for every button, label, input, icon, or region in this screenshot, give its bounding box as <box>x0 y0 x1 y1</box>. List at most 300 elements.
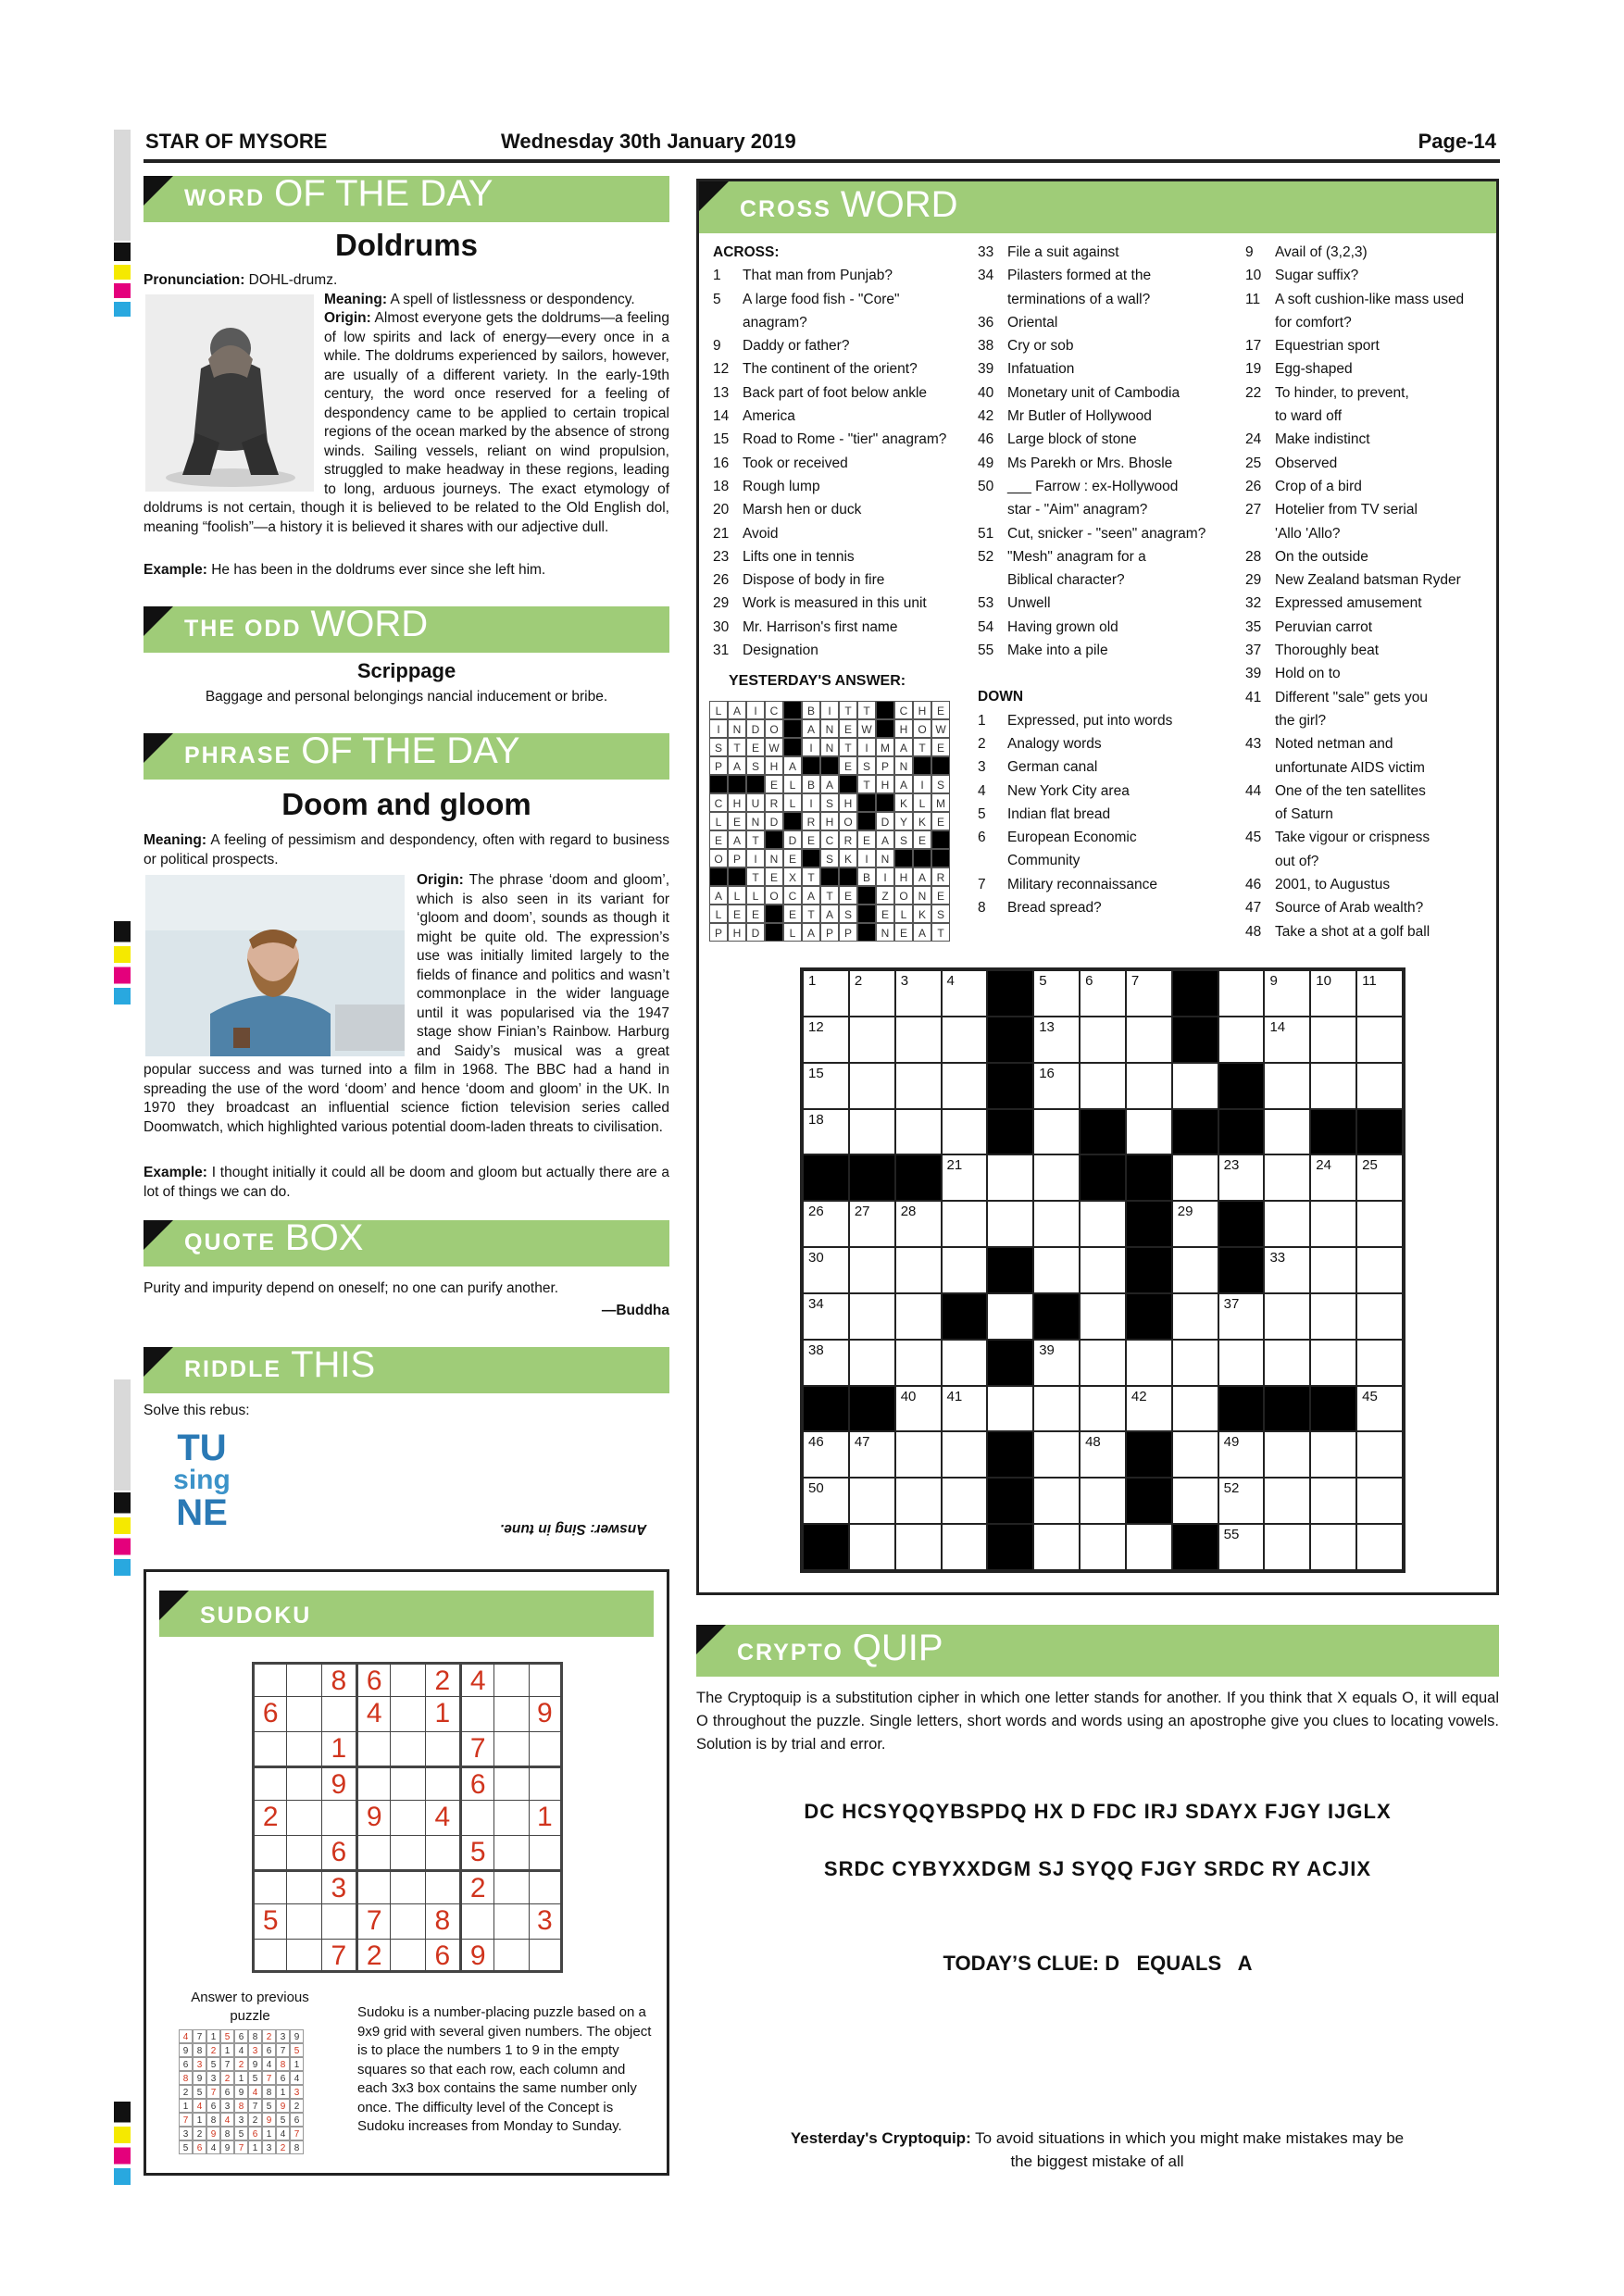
grid-cell[interactable]: 34 <box>803 1293 849 1340</box>
sudoku-cell[interactable] <box>321 1696 356 1730</box>
grid-cell[interactable] <box>1310 1063 1356 1109</box>
grid-cell[interactable] <box>1356 1431 1403 1478</box>
grid-cell[interactable] <box>849 1340 895 1386</box>
sudoku-cell[interactable] <box>390 1835 424 1869</box>
grid-cell[interactable]: 11 <box>1356 970 1403 1017</box>
issue-date: Wednesday 30th January 2019 <box>501 130 796 153</box>
grid-cell[interactable] <box>849 1109 895 1155</box>
grid-cell[interactable]: 1 <box>803 970 849 1017</box>
sudoku-cell[interactable] <box>493 1731 528 1766</box>
grid-cell[interactable] <box>1033 1478 1080 1524</box>
sudoku-cell[interactable] <box>286 1869 320 1903</box>
grid-cell[interactable]: 6 <box>1080 970 1126 1017</box>
grid-cell[interactable]: 3 <box>895 970 942 1017</box>
sudoku-cell[interactable] <box>321 1903 356 1938</box>
sudoku-cell[interactable] <box>390 1662 424 1696</box>
grid-cell[interactable]: 41 <box>942 1386 988 1432</box>
grid-cell[interactable] <box>1172 1340 1218 1386</box>
grid-cell[interactable] <box>1264 1431 1310 1478</box>
sudoku-cell[interactable]: 4 <box>425 1800 459 1834</box>
grid-cell[interactable] <box>942 1524 988 1570</box>
sudoku-cell[interactable]: 3 <box>321 1869 356 1903</box>
clue-item: 5 A large food fish - "Core" <box>713 291 900 307</box>
grid-cell[interactable] <box>1264 1293 1310 1340</box>
sudoku-cell[interactable] <box>493 1939 528 1973</box>
grid-cell[interactable] <box>1264 1201 1310 1247</box>
sudoku-cell[interactable]: 4 <box>459 1662 493 1696</box>
grid-cell[interactable] <box>1172 1063 1218 1109</box>
grid-cell[interactable] <box>1080 1478 1126 1524</box>
grid-cell[interactable] <box>1356 1478 1403 1524</box>
sudoku-cell[interactable] <box>286 1835 320 1869</box>
sudoku-cell[interactable] <box>390 1869 424 1903</box>
grid-cell[interactable]: 23 <box>1218 1154 1265 1201</box>
grid-cell[interactable]: 7 <box>1126 970 1172 1017</box>
grid-cell[interactable] <box>1033 1201 1080 1247</box>
grid-cell[interactable] <box>1356 1063 1403 1109</box>
answer-cell: E <box>728 812 746 830</box>
answer-cell: I <box>820 701 839 719</box>
grid-block <box>987 1431 1033 1478</box>
sudoku-cell[interactable]: 3 <box>529 1903 563 1938</box>
prev-sudoku-cell: 7 <box>220 2057 234 2071</box>
answer-cell <box>913 849 931 867</box>
grid-cell[interactable] <box>1310 1247 1356 1293</box>
sudoku-cell[interactable] <box>529 1869 563 1903</box>
grid-block <box>1356 1109 1403 1155</box>
grid-cell[interactable] <box>1033 1247 1080 1293</box>
sudoku-cell[interactable] <box>356 1731 390 1766</box>
grid-cell[interactable] <box>895 1340 942 1386</box>
grid-cell[interactable]: 39 <box>1033 1340 1080 1386</box>
sudoku-cell[interactable]: 7 <box>459 1731 493 1766</box>
sudoku-cell[interactable] <box>390 1766 424 1800</box>
grid-cell[interactable] <box>895 1524 942 1570</box>
grid-cell[interactable]: 27 <box>849 1201 895 1247</box>
answer-cell: A <box>709 886 728 905</box>
grid-cell[interactable] <box>987 1154 1033 1201</box>
grid-cell[interactable]: 38 <box>803 1340 849 1386</box>
grid-cell[interactable]: 48 <box>1080 1431 1126 1478</box>
prev-sudoku-cell: 3 <box>193 2057 206 2071</box>
grid-cell[interactable] <box>1126 1109 1172 1155</box>
sudoku-cell[interactable] <box>286 1939 320 1973</box>
grid-block <box>895 1154 942 1201</box>
grid-cell[interactable]: 12 <box>803 1017 849 1063</box>
grid-cell[interactable] <box>942 1201 988 1247</box>
sudoku-cell[interactable] <box>286 1731 320 1766</box>
answer-cell: U <box>746 793 765 812</box>
grid-cell[interactable] <box>849 1293 895 1340</box>
odd-word-meaning: Baggage and personal belongings nancial inducement or bribe. <box>205 689 608 705</box>
grid-cell[interactable] <box>1264 1109 1310 1155</box>
grid-cell[interactable]: 28 <box>895 1201 942 1247</box>
grid-cell[interactable]: 25 <box>1356 1154 1403 1201</box>
grid-cell[interactable] <box>1080 1340 1126 1386</box>
grid-cell[interactable] <box>1080 1201 1126 1247</box>
sudoku-cell[interactable] <box>286 1766 320 1800</box>
grid-block <box>1172 1524 1218 1570</box>
clue-item: 9 Daddy or father? <box>713 338 850 355</box>
print-strip-5 <box>114 1492 131 1576</box>
prev-sudoku-cell: 5 <box>262 2099 276 2113</box>
prev-sudoku-cell: 9 <box>193 2071 206 2085</box>
grid-cell[interactable]: 18 <box>803 1109 849 1155</box>
answer-cell: E <box>839 886 857 905</box>
grid-cell[interactable] <box>1356 1524 1403 1570</box>
sudoku-cell[interactable] <box>390 1939 424 1973</box>
grid-cell[interactable] <box>1218 1017 1265 1063</box>
grid-cell[interactable] <box>1080 1017 1126 1063</box>
sudoku-cell[interactable] <box>252 1731 286 1766</box>
grid-cell[interactable]: 30 <box>803 1247 849 1293</box>
grid-cell[interactable] <box>1310 1293 1356 1340</box>
sudoku-cell[interactable]: 4 <box>356 1696 390 1730</box>
grid-cell[interactable]: 47 <box>849 1431 895 1478</box>
grid-cell[interactable]: 5 <box>1033 970 1080 1017</box>
quote-text: Purity and impurity depend on oneself; no one can purify another. <box>144 1280 559 1296</box>
sudoku-cell[interactable]: 1 <box>425 1696 459 1730</box>
cryptoquip-intro: The Cryptoquip is a substitution cipher in which one letter stands for another. If you think that X equals O, it will equal O throughout the puzzle. Single letters, short words and words using an apostrophe give you clues to locating vowels. Solution is by trial and error. <box>696 1690 1499 1753</box>
grid-cell[interactable] <box>1218 1340 1265 1386</box>
sudoku-cell[interactable] <box>390 1731 424 1766</box>
grid-cell[interactable] <box>1080 1063 1126 1109</box>
sudoku-cell[interactable] <box>493 1766 528 1800</box>
grid-block <box>1172 1109 1218 1155</box>
sudoku-cell[interactable]: 6 <box>425 1939 459 1973</box>
grid-cell[interactable]: 46 <box>803 1431 849 1478</box>
grid-cell[interactable] <box>1264 1340 1310 1386</box>
grid-cell[interactable] <box>1126 1063 1172 1109</box>
answer-cell: R <box>839 830 857 849</box>
grid-cell[interactable] <box>1264 1063 1310 1109</box>
answer-cell <box>783 812 802 830</box>
grid-cell[interactable] <box>1172 1478 1218 1524</box>
grid-cell[interactable] <box>942 1478 988 1524</box>
grid-cell[interactable] <box>1356 1293 1403 1340</box>
answer-cell: P <box>709 756 728 775</box>
sudoku-cell[interactable] <box>356 1766 390 1800</box>
answer-cell <box>931 830 950 849</box>
sudoku-cell[interactable] <box>286 1800 320 1834</box>
grid-cell[interactable] <box>1264 1478 1310 1524</box>
clue-item: 26 Dispose of body in fire <box>713 572 885 589</box>
answer-cell <box>857 793 876 812</box>
sudoku-cell[interactable] <box>493 1800 528 1834</box>
grid-cell[interactable] <box>895 1478 942 1524</box>
prev-sudoku-cell: 3 <box>179 2127 193 2140</box>
sudoku-cell[interactable] <box>459 1800 493 1834</box>
answer-cell <box>913 756 931 775</box>
answer-cell: T <box>857 775 876 793</box>
grid-cell[interactable] <box>895 1247 942 1293</box>
sudoku-cell[interactable] <box>529 1766 563 1800</box>
grid-cell[interactable] <box>942 1340 988 1386</box>
grid-cell[interactable] <box>987 1201 1033 1247</box>
grid-cell[interactable]: 45 <box>1356 1386 1403 1432</box>
sudoku-cell[interactable]: 8 <box>425 1903 459 1938</box>
answer-cell: R <box>765 793 783 812</box>
grid-cell[interactable] <box>849 1063 895 1109</box>
clue-item: 33 File a suit against <box>978 244 1119 260</box>
grid-cell[interactable] <box>895 1017 942 1063</box>
sudoku-grid <box>252 1662 563 1973</box>
clue-item: 22 To hinder, to prevent, <box>1245 384 1409 401</box>
answer-cell: T <box>931 923 950 942</box>
sudoku-cell[interactable] <box>493 1903 528 1938</box>
sudoku-cell[interactable]: 9 <box>356 1800 390 1834</box>
grid-cell[interactable] <box>895 1109 942 1155</box>
grid-block <box>987 970 1033 1017</box>
clue-item: 46 2001, to Augustus <box>1245 877 1391 893</box>
sudoku-cell[interactable]: 7 <box>321 1939 356 1973</box>
grid-cell[interactable] <box>1126 1017 1172 1063</box>
grid-cell[interactable] <box>987 1386 1033 1432</box>
grid-cell[interactable] <box>1310 1478 1356 1524</box>
grid-cell[interactable] <box>1310 1017 1356 1063</box>
grid-cell[interactable]: 10 <box>1310 970 1356 1017</box>
grid-cell[interactable]: 21 <box>942 1154 988 1201</box>
sudoku-cell[interactable]: 9 <box>459 1939 493 1973</box>
grid-block <box>1218 1063 1265 1109</box>
grid-cell[interactable] <box>1033 1386 1080 1432</box>
sudoku-cell[interactable] <box>425 1731 459 1766</box>
sudoku-cell[interactable]: 7 <box>356 1903 390 1938</box>
pronunciation: Pronunciation: DOHL-drumz. <box>144 272 338 288</box>
grid-cell[interactable]: 37 <box>1218 1293 1265 1340</box>
prev-sudoku-cell: 2 <box>262 2029 276 2043</box>
clue-item: 10 Sugar suffix? <box>1245 268 1359 284</box>
answer-cell: E <box>931 886 950 905</box>
answer-cell: E <box>746 738 765 756</box>
answer-cell: T <box>746 830 765 849</box>
clue-item: 43 Noted netman and <box>1245 736 1393 753</box>
sudoku-cell[interactable] <box>493 1869 528 1903</box>
grid-cell[interactable] <box>1033 1109 1080 1155</box>
grid-cell[interactable] <box>1033 1431 1080 1478</box>
clue-item: 52 "Mesh" anagram for a <box>978 548 1146 565</box>
odd-word-title: Scrippage <box>356 659 456 682</box>
sudoku-cell[interactable]: 2 <box>356 1939 390 1973</box>
grid-cell[interactable] <box>1080 1524 1126 1570</box>
grid-cell[interactable]: 50 <box>803 1478 849 1524</box>
grid-cell[interactable] <box>1126 1340 1172 1386</box>
clue-item: 14 America <box>713 408 795 425</box>
sudoku-cell[interactable] <box>493 1835 528 1869</box>
sudoku-cell[interactable]: 6 <box>252 1696 286 1730</box>
sudoku-cell[interactable]: 1 <box>321 1731 356 1766</box>
clue-item: 41 Different "sale" gets you <box>1245 689 1428 705</box>
clue-item: 38 Cry or sob <box>978 338 1074 355</box>
answer-cell: N <box>746 812 765 830</box>
grid-cell[interactable] <box>1218 970 1265 1017</box>
sudoku-cell[interactable] <box>493 1662 528 1696</box>
sudoku-cell[interactable]: 2 <box>252 1800 286 1834</box>
answer-cell: B <box>857 867 876 886</box>
sudoku-cell[interactable] <box>529 1835 563 1869</box>
grid-cell[interactable] <box>1356 1340 1403 1386</box>
sudoku-cell[interactable]: 6 <box>459 1766 493 1800</box>
prev-sudoku-cell: 2 <box>220 2071 234 2085</box>
grid-cell[interactable]: 2 <box>849 970 895 1017</box>
grid-cell[interactable] <box>1264 1524 1310 1570</box>
grid-cell[interactable] <box>942 1431 988 1478</box>
answer-cell: N <box>820 738 839 756</box>
answer-cell <box>765 923 783 942</box>
grid-block <box>987 1017 1033 1063</box>
clue-item: 24 Make indistinct <box>1245 431 1370 448</box>
sudoku-cell[interactable] <box>252 1939 286 1973</box>
sudoku-cell[interactable] <box>459 1903 493 1938</box>
sudoku-cell[interactable] <box>286 1903 320 1938</box>
grid-cell[interactable] <box>1172 1247 1218 1293</box>
grid-cell[interactable] <box>942 1109 988 1155</box>
sudoku-cell[interactable]: 8 <box>321 1662 356 1696</box>
clue-item: 5 Indian flat bread <box>978 805 1111 822</box>
grid-cell[interactable] <box>1033 1154 1080 1201</box>
sudoku-cell[interactable]: 9 <box>321 1766 356 1800</box>
grid-cell[interactable] <box>1033 1524 1080 1570</box>
answer-cell <box>746 775 765 793</box>
sudoku-cell[interactable]: 5 <box>252 1903 286 1938</box>
answer-cell: E <box>839 756 857 775</box>
grid-cell[interactable] <box>1172 1154 1218 1201</box>
clue-item: out of? <box>1275 853 1319 869</box>
sudoku-cell[interactable]: 6 <box>356 1662 390 1696</box>
sudoku-cell[interactable] <box>390 1800 424 1834</box>
clue-item: 37 Thoroughly beat <box>1245 643 1380 659</box>
word-origin: Origin: Almost everyone gets the doldrums—a feeling of low spirits and lack of energy—every once in a while. The doldrums experienced by sailors, however, are usually of a different variety. In the early-19th century, the word once reserved for a feeling of despondency came to be applied to certain tropical regions of the ocean marked by the absence of strong winds. Sailing vessels, reliant on wind propulsion, struggled to make headway in these regions, leading to long, arduous journeys. The exact etymology of doldrums is not certain, though it is believed to be related to the Old English dol, meaning “foolish”—a history it is believed it shares with our adjective dull. <box>144 310 669 535</box>
answer-cell: T <box>913 738 931 756</box>
sudoku-cell[interactable] <box>529 1939 563 1973</box>
sudoku-cell[interactable]: 6 <box>321 1835 356 1869</box>
prev-sudoku-cell: 3 <box>290 2085 304 2099</box>
grid-cell[interactable] <box>1264 1154 1310 1201</box>
odd-word-banner: THE ODD WORD <box>144 606 669 653</box>
clue-item: 15 Road to Rome - "tier" anagram? <box>713 431 947 448</box>
grid-cell[interactable]: 24 <box>1310 1154 1356 1201</box>
grid-cell[interactable] <box>1356 1247 1403 1293</box>
grid-block <box>1264 1386 1310 1432</box>
sudoku-cell[interactable] <box>493 1696 528 1730</box>
grid-cell[interactable] <box>1310 1431 1356 1478</box>
prev-sudoku-cell: 9 <box>248 2057 262 2071</box>
grid-cell[interactable] <box>1310 1340 1356 1386</box>
sudoku-cell[interactable] <box>390 1903 424 1938</box>
sudoku-cell[interactable] <box>356 1869 390 1903</box>
grid-cell[interactable]: 42 <box>1126 1386 1172 1432</box>
grid-cell[interactable] <box>849 1017 895 1063</box>
grid-cell[interactable] <box>1080 1293 1126 1340</box>
sudoku-cell[interactable]: 2 <box>425 1662 459 1696</box>
grid-cell[interactable] <box>1172 1431 1218 1478</box>
sudoku-cell[interactable] <box>390 1696 424 1730</box>
grid-cell[interactable] <box>1172 1386 1218 1432</box>
grid-cell[interactable] <box>1172 1293 1218 1340</box>
grid-cell[interactable] <box>942 1063 988 1109</box>
grid-cell[interactable]: 15 <box>803 1063 849 1109</box>
sudoku-cell[interactable] <box>286 1696 320 1730</box>
answer-cell: L <box>709 905 728 923</box>
grid-cell[interactable] <box>1310 1201 1356 1247</box>
sudoku-cell[interactable] <box>425 1869 459 1903</box>
grid-cell[interactable]: 9 <box>1264 970 1310 1017</box>
prev-sudoku-cell: 7 <box>234 2140 248 2154</box>
grid-cell[interactable] <box>895 1431 942 1478</box>
grid-cell[interactable] <box>895 1063 942 1109</box>
sudoku-cell[interactable] <box>321 1800 356 1834</box>
grid-cell[interactable] <box>1356 1017 1403 1063</box>
sudoku-cell[interactable]: 5 <box>459 1835 493 1869</box>
grid-cell[interactable]: 13 <box>1033 1017 1080 1063</box>
grid-cell[interactable]: 40 <box>895 1386 942 1432</box>
cryptoquip-clue: TODAY’S CLUE: D EQUALS A <box>943 1952 1253 1975</box>
sudoku-cell[interactable] <box>529 1731 563 1766</box>
grid-cell[interactable]: 16 <box>1033 1063 1080 1109</box>
grid-cell[interactable] <box>849 1478 895 1524</box>
answer-cell: C <box>709 793 728 812</box>
grid-cell[interactable] <box>1356 1201 1403 1247</box>
grid-cell[interactable] <box>1126 1524 1172 1570</box>
grid-cell[interactable] <box>1080 1386 1126 1432</box>
grid-cell[interactable]: 29 <box>1172 1201 1218 1247</box>
grid-cell[interactable] <box>895 1293 942 1340</box>
answer-cell: O <box>765 719 783 738</box>
grid-cell[interactable] <box>849 1247 895 1293</box>
grid-cell[interactable]: 33 <box>1264 1247 1310 1293</box>
grid-cell[interactable] <box>849 1524 895 1570</box>
answer-cell: S <box>857 756 876 775</box>
grid-cell[interactable] <box>987 1293 1033 1340</box>
sudoku-cell[interactable] <box>356 1835 390 1869</box>
sudoku-cell[interactable] <box>459 1696 493 1730</box>
answer-cell: A <box>802 886 820 905</box>
answer-cell: W <box>857 719 876 738</box>
answer-cell: T <box>746 867 765 886</box>
grid-cell[interactable]: 55 <box>1218 1524 1265 1570</box>
grid-cell[interactable]: 14 <box>1264 1017 1310 1063</box>
grid-block <box>942 1293 988 1340</box>
sudoku-cell[interactable] <box>529 1662 563 1696</box>
sudoku-cell[interactable]: 9 <box>529 1696 563 1730</box>
sudoku-cell[interactable] <box>252 1835 286 1869</box>
prev-sudoku-cell: 5 <box>220 2029 234 2043</box>
sudoku-cell[interactable] <box>252 1766 286 1800</box>
grid-cell[interactable]: 26 <box>803 1201 849 1247</box>
grid-cell[interactable]: 49 <box>1218 1431 1265 1478</box>
grid-cell[interactable] <box>1310 1524 1356 1570</box>
sudoku-cell[interactable] <box>425 1766 459 1800</box>
sudoku-cell[interactable] <box>425 1835 459 1869</box>
clue-item: 23 Lifts one in tennis <box>713 548 855 565</box>
answer-cell <box>783 719 802 738</box>
grid-cell[interactable] <box>1080 1247 1126 1293</box>
crossword-banner: CROSS WORD <box>699 181 1496 233</box>
sudoku-cell[interactable]: 2 <box>459 1869 493 1903</box>
answer-cell <box>931 756 950 775</box>
prev-sudoku-cell: 8 <box>290 2140 304 2154</box>
grid-cell[interactable] <box>942 1017 988 1063</box>
prev-sudoku-cell: 5 <box>193 2085 206 2099</box>
grid-cell[interactable]: 52 <box>1218 1478 1265 1524</box>
sudoku-cell[interactable]: 1 <box>529 1800 563 1834</box>
clue-item: 12 The continent of the orient? <box>713 361 918 378</box>
sudoku-cell[interactable] <box>252 1869 286 1903</box>
sudoku-cell[interactable] <box>286 1662 320 1696</box>
grid-cell[interactable]: 4 <box>942 970 988 1017</box>
grid-cell[interactable] <box>942 1247 988 1293</box>
sudoku-cell[interactable] <box>252 1662 286 1696</box>
